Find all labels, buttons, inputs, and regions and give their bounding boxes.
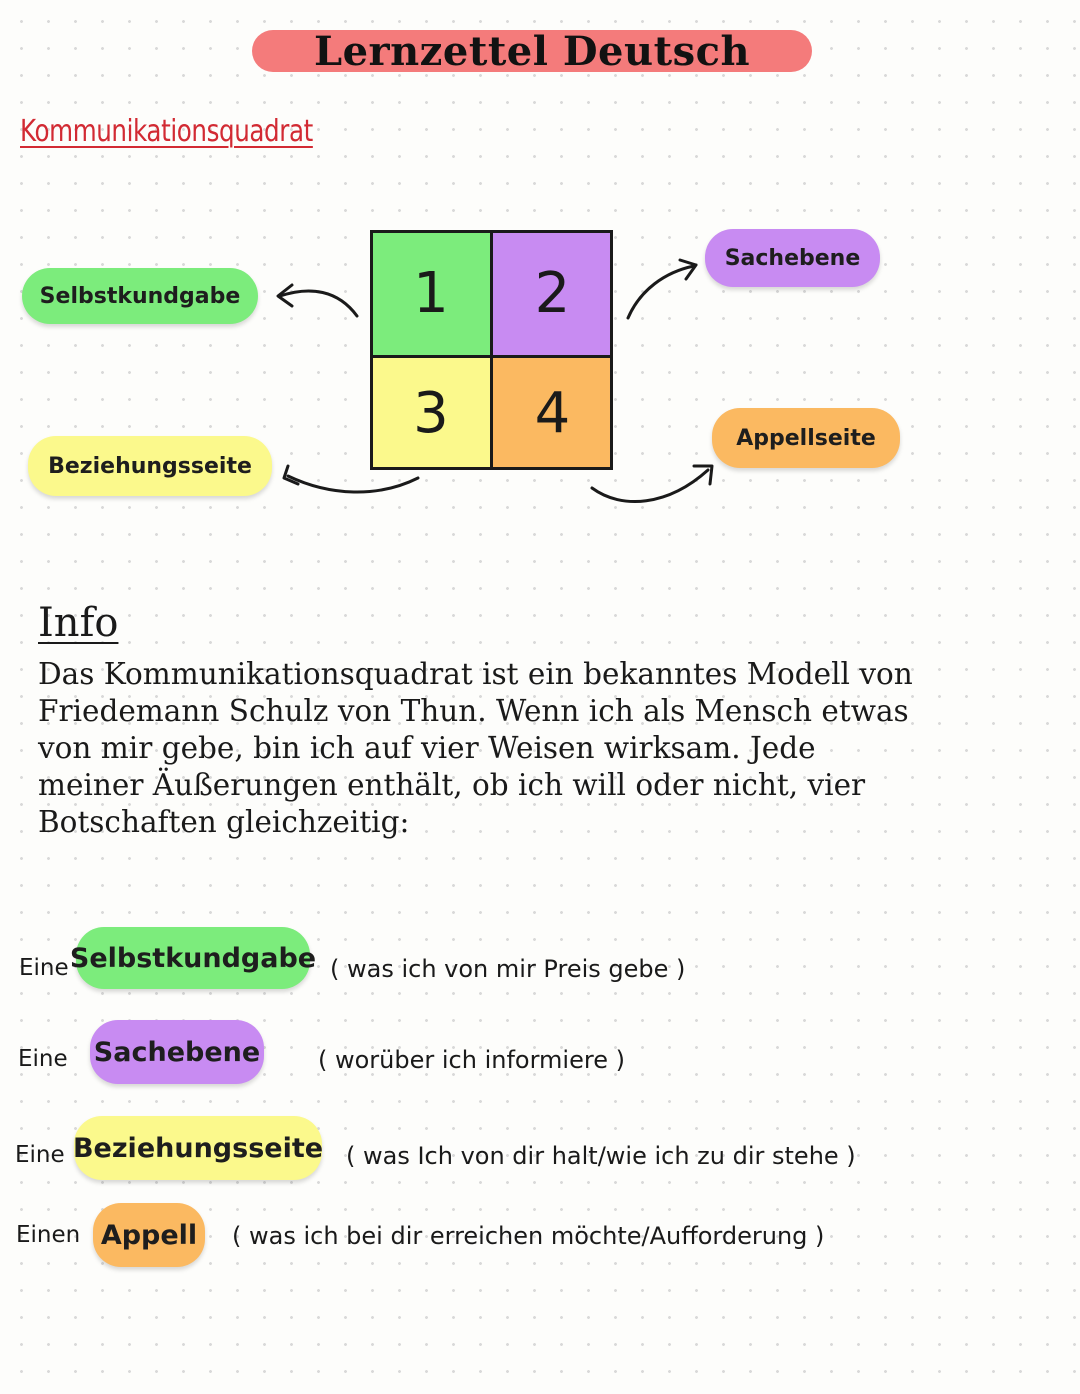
info-line: Friedemann Schulz von Thun. Wenn ich als Mensch etwas: [38, 694, 909, 728]
list-pill-selbstkundgabe: Selbstkundgabe: [76, 927, 310, 989]
section-heading: Kommunikationsquadrat: [20, 114, 313, 149]
list-pill-sachebene: Sachebene: [90, 1020, 264, 1084]
list-description: ( was ich von mir Preis gebe ): [330, 955, 686, 983]
info-title: Info: [38, 600, 119, 646]
sachebene-pill: Sachebene: [705, 229, 880, 287]
info-paragraph: [38, 656, 998, 841]
list-pill-beziehungsseite: Beziehungsseite: [74, 1116, 322, 1180]
cell-2: 2: [492, 230, 613, 357]
list-article: Einen: [16, 1222, 81, 1248]
info-line: Botschaften gleichzeitig:: [38, 805, 410, 839]
info-line: meiner Äußerungen enthält, ob ich will oder nicht, vier: [38, 768, 866, 802]
arrow-to-selbstkundgabe: [280, 291, 357, 316]
arrow-to-sachebene: [628, 266, 694, 318]
info-line: Das Kommunikationsquadrat ist ein bekanntes Modell von: [38, 657, 913, 691]
arrow-to-beziehungsseite: [288, 476, 418, 492]
list-article: Eine: [18, 1046, 68, 1072]
list-description: ( was Ich von dir halt/wie ich zu dir stehe ): [346, 1142, 856, 1170]
cell-1: 1: [370, 230, 492, 357]
cell-3: 3: [370, 357, 492, 470]
list-article: Eine: [19, 955, 69, 981]
page-title: Lernzettel Deutsch: [252, 30, 812, 72]
selbstkundgabe-pill: Selbstkundgabe: [22, 268, 258, 324]
info-line: von mir gebe, bin ich auf vier Weisen wirksam. Jede: [38, 731, 816, 765]
cell-4: 4: [492, 357, 613, 470]
list-description: ( worüber ich informiere ): [318, 1046, 625, 1074]
list-article: Eine: [15, 1142, 65, 1168]
arrowhead-beziehungsseite: [284, 466, 298, 484]
appellseite-pill: Appellseite: [712, 408, 900, 468]
list-pill-appell: Appell: [93, 1203, 205, 1267]
arrow-to-appellseite: [592, 470, 708, 502]
list-description: ( was ich bei dir erreichen möchte/Aufforderung ): [232, 1222, 825, 1250]
diagram-arrows: [0, 0, 1080, 560]
beziehungsseite-pill: Beziehungsseite: [28, 436, 272, 496]
